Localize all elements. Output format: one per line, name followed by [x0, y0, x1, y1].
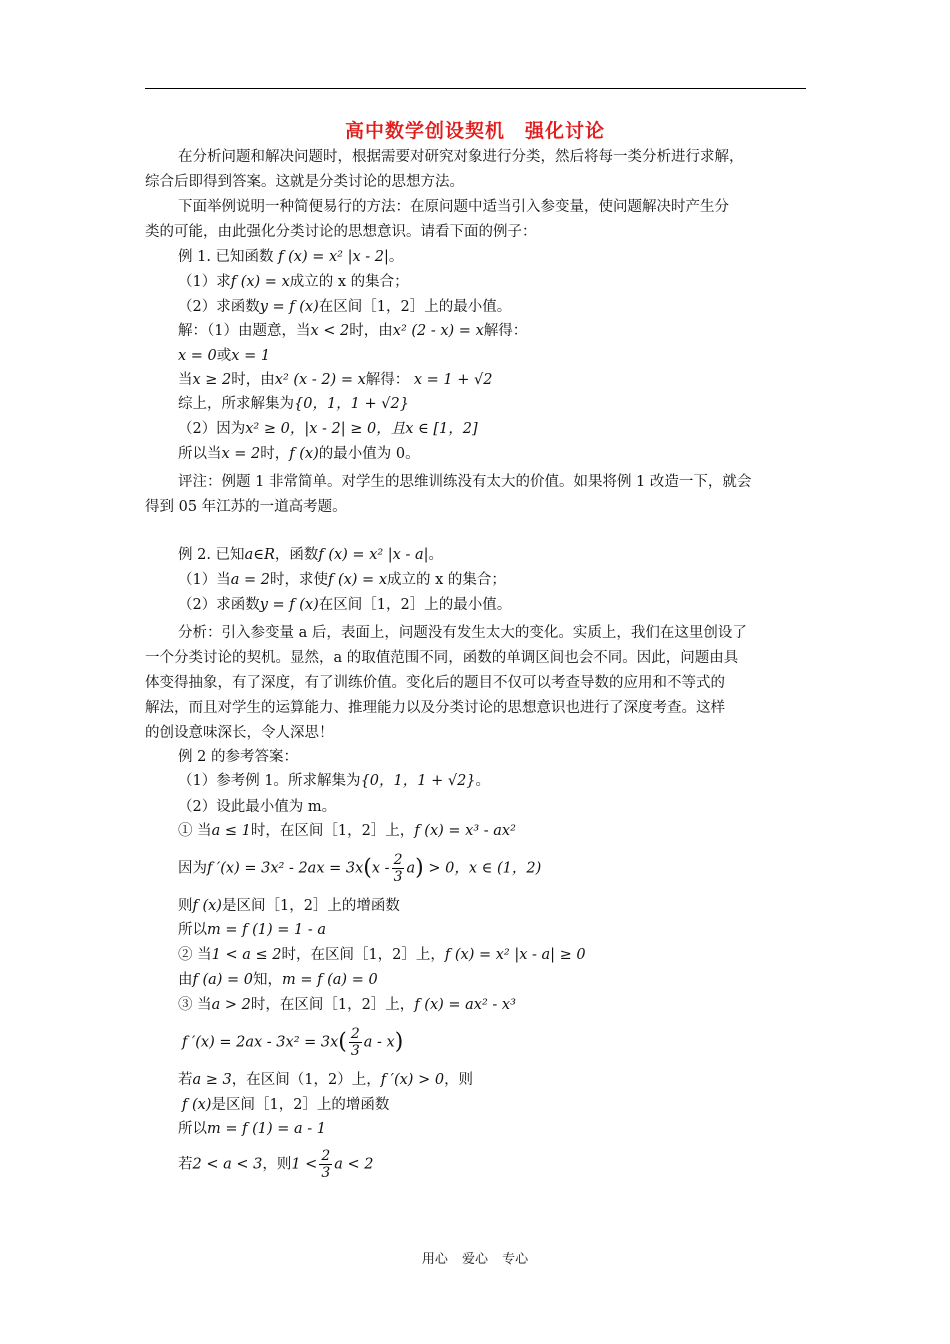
comment-line1: 评注：例题 1 非常简单。对学生的思维训练没有太大的价值。如果将例 1 改造一下，就会 [178, 474, 752, 490]
page-footer: 用心 爱心 专心 [421, 1252, 529, 1267]
case3-sub1-minimum: 所以m = f (1) = a - 1 [178, 1121, 326, 1137]
ex2-analysis-line2: 一个分类讨论的契机。显然，a 的取值范围不同，函数的单调区间也会不同。因此，问题由具 [145, 650, 739, 666]
case1-increasing: 则f (x)是区间［1，2］上的增函数 [178, 898, 400, 914]
case3-sub2: 若2 < a < 3，则1 < $\frac{2}{3}$ a < 2 [178, 1148, 374, 1181]
case3-derivative: f ′(x) = 2ax - 3x² = 3x( $\frac{2}{3}$ a - x) [182, 1026, 404, 1059]
ex1-case-ge2: 当x ≥ 2时，由x² (x - 2) = x解得： x = 1 + √2 [178, 372, 493, 388]
ex1-roots: x = 0或x = 1 [178, 348, 271, 364]
case3-sub1-increasing: f (x)是区间［1，2］上的增函数 [182, 1097, 390, 1113]
case1-derivative: 因为f ′(x) = 3x² - 2ax = 3x(x - $\frac{2}{3}$ a) > 0，x ∈ (1，2) [178, 852, 542, 885]
ex2-analysis-line4: 解法，而且对学生的运算能力、推理能力以及分类讨论的思想意识也进行了深度考查。这样 [145, 700, 725, 716]
ex1-heading: 例 1. 已知函数 f (x) = x² |x - 2|。 [178, 249, 404, 265]
ex1-question-2: （2）求函数y = f (x)在区间［1，2］上的最小值。 [178, 299, 512, 315]
page-title: 高中数学创设契机 强化讨论 [344, 120, 605, 142]
ex1-minimum: 所以当x = 2时，f (x)的最小值为 0。 [178, 446, 420, 462]
case1-minimum: 所以m = f (1) = 1 - a [178, 922, 326, 938]
intro-p1-line1: 在分析问题和解决问题时，根据需要对研究对象进行分类，然后将每一类分析进行求解， [178, 149, 744, 165]
case3-sub1: 若a ≥ 3，在区间（1，2）上，f ′(x) > 0，则 [178, 1072, 474, 1088]
case3-line: ③ 当a > 2时，在区间［1，2］上，f (x) = ax² - x³ [178, 997, 516, 1013]
case2-line: ② 当1 < a ≤ 2时，在区间［1，2］上，f (x) = x² |x - a| ≥ 0 [178, 947, 586, 963]
ex1-solution: 解：（1）由题意，当x < 2时，由x² (2 - x) = x解得： [178, 323, 528, 339]
ex2-reference-heading: 例 2 的参考答案： [178, 749, 298, 765]
ex2-reference-1: （1）参考例 1。所求解集为{0，1，1 + √2}。 [178, 773, 491, 789]
intro-p1-line2: 综合后即得到答案。这就是分类讨论的思想方法。 [145, 174, 464, 190]
ex2-analysis-line1: 分析：引入参变量 a 后，表面上，问题没有发生太大的变化。实质上，我们在这里创设了 [178, 625, 747, 641]
ex2-heading: 例 2. 已知a∈R，函数f (x) = x² |x - a|。 [178, 547, 444, 563]
ex2-analysis-line5: 的创设意味深长，令人深思！ [145, 725, 334, 741]
case1-line: ① 当a ≤ 1时，在区间［1，2］上，f (x) = x³ - ax² [178, 823, 516, 839]
ex1-function: f (x) = x² |x - 2| [278, 249, 389, 265]
case2-minimum: 由f (a) = 0知，m = f (a) = 0 [178, 972, 378, 988]
ex1-part2: （2）因为x² ≥ 0，|x - 2| ≥ 0，且x ∈ [1，2] [178, 421, 478, 437]
ex2-analysis-line3: 体变得抽象，有了深度，有了训练价值。变化后的题目不仅可以考查导数的应用和不等式的 [145, 675, 725, 691]
ex2-question-2: （2）求函数y = f (x)在区间［1，2］上的最小值。 [178, 597, 512, 613]
ex2-question-1: （1）当a = 2时，求使f (x) = x成立的 x 的集合； [178, 572, 506, 588]
header-rule [145, 88, 806, 89]
intro-p2-line2: 类的可能，由此强化分类讨论的思想意识。请看下面的例子： [145, 224, 537, 240]
ex2-reference-2: （2）设此最小值为 m。 [178, 799, 337, 815]
comment-line2: 得到 05 年江苏的一道高考题。 [145, 499, 347, 515]
ex1-question-1: （1）求f (x) = x成立的 x 的集合； [178, 274, 409, 290]
intro-p2-line1: 下面举例说明一种简便易行的方法：在原问题中适当引入参变量，使问题解决时产生分 [178, 199, 729, 215]
ex1-solution-set: 综上，所求解集为{0，1，1 + √2} [178, 396, 409, 412]
